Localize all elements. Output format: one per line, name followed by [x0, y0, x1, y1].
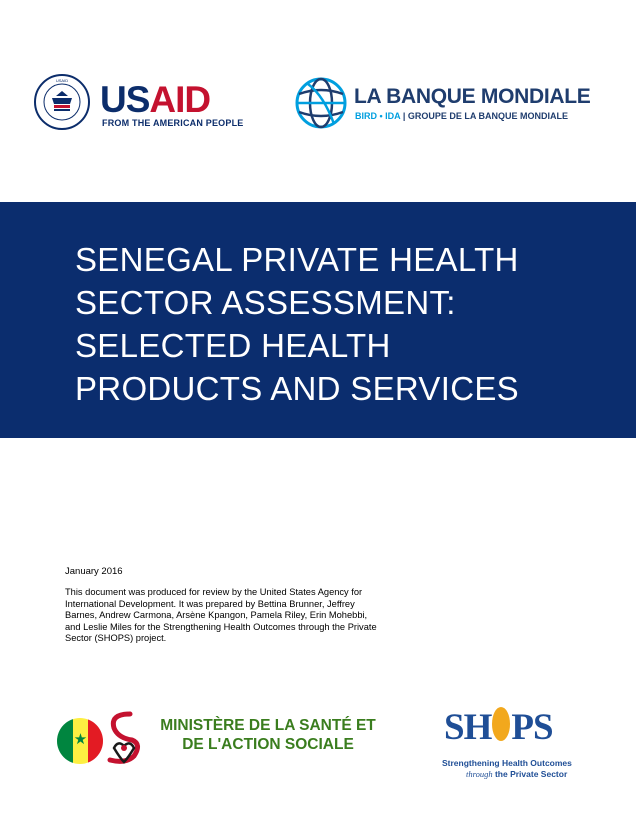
usaid-tagline: FROM THE AMERICAN PEOPLE — [102, 118, 244, 128]
shops-tagline-2: through the Private Sector — [466, 769, 568, 779]
document-title — [75, 238, 615, 410]
flag-star: ★ — [73, 731, 88, 748]
world-bank-title: LA BANQUE MONDIALE — [354, 85, 591, 108]
ministry-logo — [54, 708, 384, 768]
title-line: SENEGAL PRIVATE HEALTH — [75, 241, 519, 278]
senegal-flag-icon — [57, 718, 103, 764]
ministry-name-line: MINISTÈRE DE LA SANTÉ ET — [160, 717, 376, 734]
shops-wordmark: SH PS — [444, 707, 553, 748]
usaid-wordmark: USAID — [100, 79, 211, 120]
ministry-name — [148, 716, 388, 754]
usaid-seal-icon — [34, 74, 90, 130]
world-bank-subtitle: BIRD • IDA | GROUPE DE LA BANQUE MONDIALE — [355, 111, 569, 121]
usaid-seal-text: USAID — [55, 78, 69, 83]
document-date: January 2016 — [65, 566, 123, 577]
usaid-logo — [34, 74, 244, 134]
world-bank-globe-icon — [294, 76, 348, 130]
shops-o-mark — [492, 707, 510, 741]
document-description: This document was produced for review by the United States Agency for International Development. It was prepared by Bettina Brunner, Jeffrey Barnes, Andrew Carmona, Arsène Kpangon, Pamela Riley, Erin Mohebbi, and Leslie Miles for the Strengthening Health Outcomes through the Private Sector (SHOPS) project. — [65, 587, 377, 644]
title-line: SECTOR ASSESSMENT: — [75, 284, 456, 321]
shops-tagline-1: Strengthening Health Outcomes — [442, 758, 572, 768]
title-banner — [0, 202, 636, 438]
world-bank-logo — [294, 76, 614, 132]
title-line: SELECTED HEALTH — [75, 327, 391, 364]
ministry-emblem-icon — [104, 710, 144, 768]
title-line: PRODUCTS AND SERVICES — [75, 370, 519, 407]
shops-logo — [440, 706, 572, 794]
ministry-name-line: DE L'ACTION SOCIALE — [182, 736, 354, 753]
